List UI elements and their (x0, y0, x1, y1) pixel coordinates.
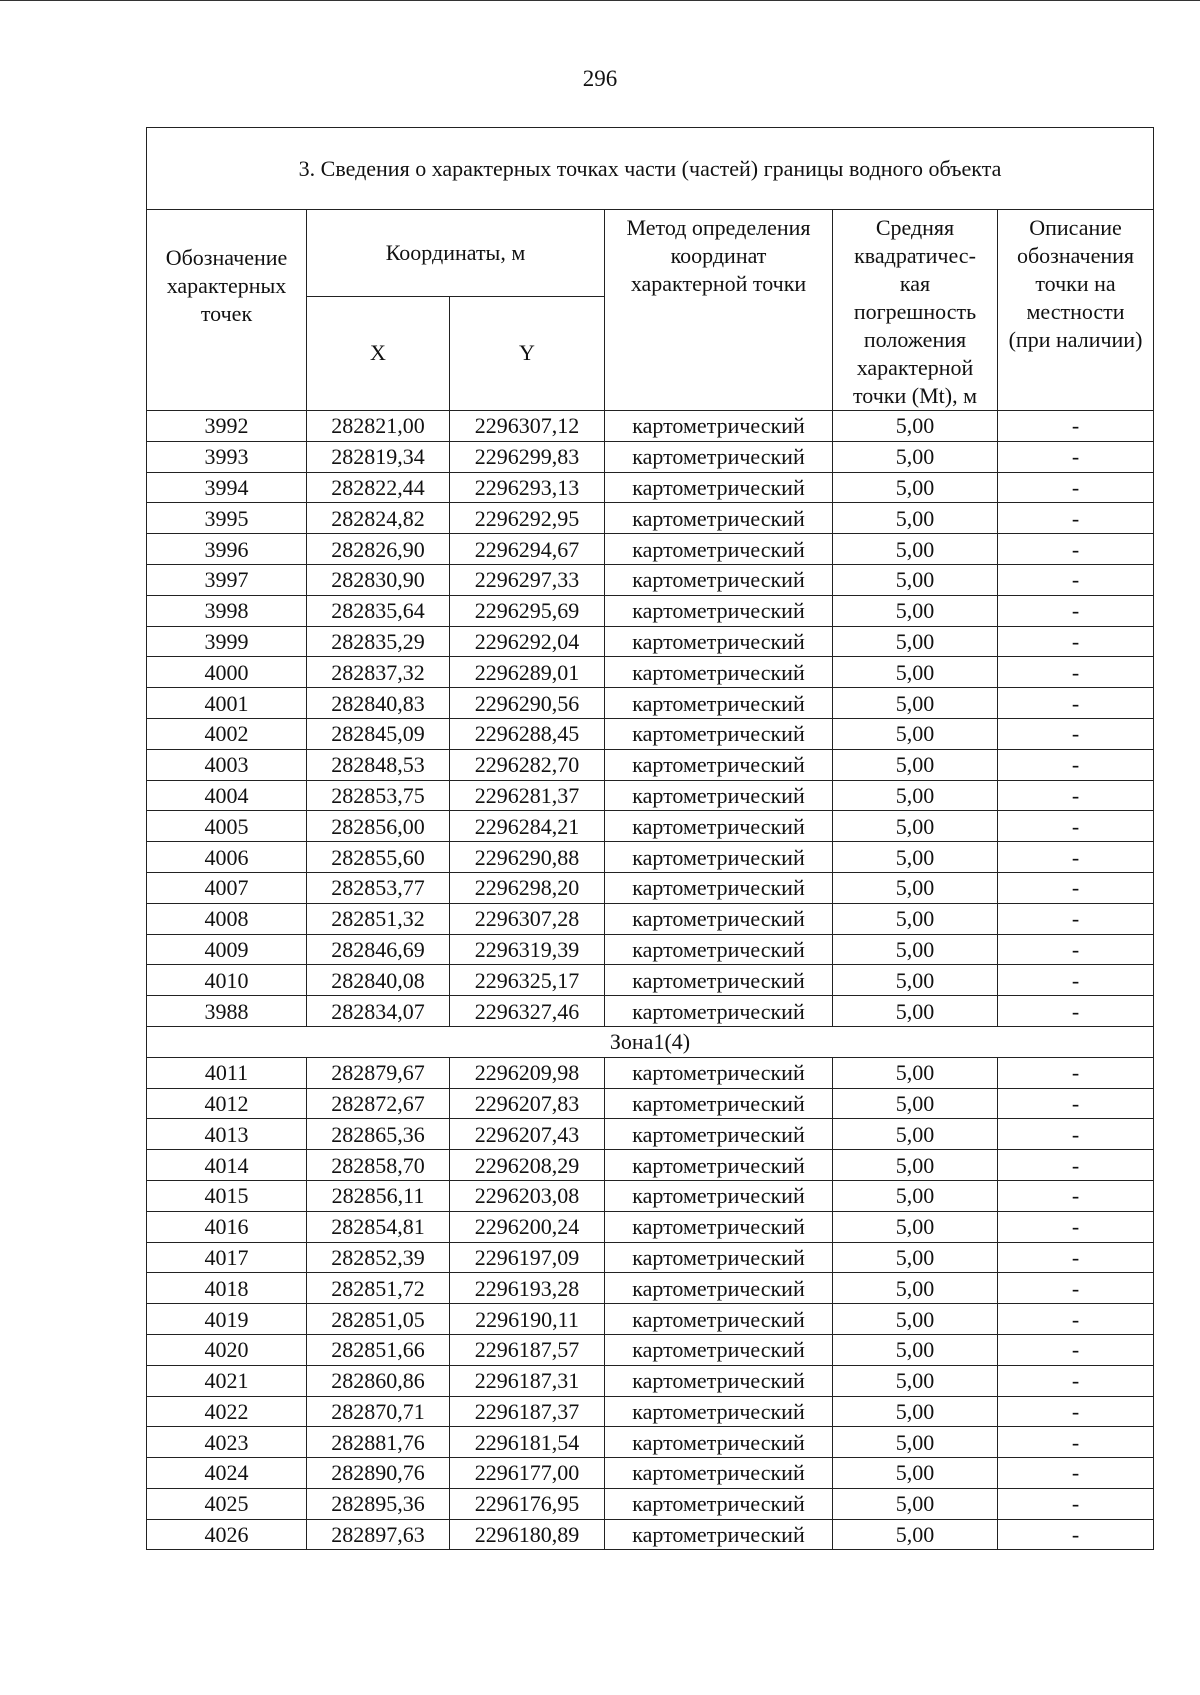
cell-error: 5,00 (833, 626, 998, 657)
cell-coord-y: 2296288,45 (450, 718, 605, 749)
table-row (147, 1365, 1154, 1396)
cell-error: 5,00 (833, 1242, 998, 1273)
cell-method: картометрический (605, 749, 833, 780)
cell-description: - (998, 1180, 1154, 1211)
cell-method: картометрический (605, 1334, 833, 1365)
cell-coord-x: 282848,53 (307, 749, 450, 780)
cell-error: 5,00 (833, 1304, 998, 1335)
cell-error: 5,00 (833, 534, 998, 565)
cell-description: - (998, 1304, 1154, 1335)
cell-point-id: 4019 (147, 1304, 307, 1335)
cell-method: картометрический (605, 595, 833, 626)
rows-section-b (147, 1057, 1154, 1550)
cell-point-id: 4000 (147, 657, 307, 688)
cell-method: картометрический (605, 472, 833, 503)
cell-error: 5,00 (833, 1150, 998, 1181)
cell-point-id: 4005 (147, 811, 307, 842)
cell-coord-x: 282881,76 (307, 1427, 450, 1458)
table-row (147, 934, 1154, 965)
cell-point-id: 3998 (147, 595, 307, 626)
table-row (147, 1150, 1154, 1181)
cell-error: 5,00 (833, 872, 998, 903)
table-row (147, 564, 1154, 595)
table-row (147, 595, 1154, 626)
table-row (147, 780, 1154, 811)
cell-point-id: 3993 (147, 441, 307, 472)
cell-description: - (998, 811, 1154, 842)
cell-error: 5,00 (833, 1519, 998, 1550)
cell-point-id: 3996 (147, 534, 307, 565)
page-top-edge (0, 0, 1200, 1)
cell-method: картометрический (605, 1427, 833, 1458)
cell-coord-x: 282852,39 (307, 1242, 450, 1273)
cell-description: - (998, 749, 1154, 780)
cell-coord-x: 282890,76 (307, 1458, 450, 1489)
cell-point-id: 4009 (147, 934, 307, 965)
cell-method: картометрический (605, 996, 833, 1027)
cell-coord-x: 282822,44 (307, 472, 450, 503)
cell-point-id: 4007 (147, 872, 307, 903)
cell-method: картометрический (605, 626, 833, 657)
cell-coord-x: 282835,64 (307, 595, 450, 626)
cell-coord-x: 282872,67 (307, 1088, 450, 1119)
cell-coord-y: 2296294,67 (450, 534, 605, 565)
cell-error: 5,00 (833, 1365, 998, 1396)
header-point: Обозначение характерных точек (147, 210, 307, 411)
cell-error: 5,00 (833, 595, 998, 626)
cell-method: картометрический (605, 934, 833, 965)
cell-coord-y: 2296200,24 (450, 1211, 605, 1242)
cell-coord-x: 282845,09 (307, 718, 450, 749)
cell-description: - (998, 1088, 1154, 1119)
cell-description: - (998, 1365, 1154, 1396)
cell-method: картометрический (605, 1119, 833, 1150)
cell-description: - (998, 1242, 1154, 1273)
cell-coord-x: 282855,60 (307, 842, 450, 873)
cell-description: - (998, 1458, 1154, 1489)
cell-method: картометрический (605, 903, 833, 934)
cell-description: - (998, 1150, 1154, 1181)
cell-coord-x: 282865,36 (307, 1119, 450, 1150)
table-row (147, 1211, 1154, 1242)
cell-description: - (998, 688, 1154, 719)
table-row (147, 811, 1154, 842)
table-row (147, 657, 1154, 688)
cell-description: - (998, 564, 1154, 595)
cell-error: 5,00 (833, 1273, 998, 1304)
cell-coord-y: 2296289,01 (450, 657, 605, 688)
cell-point-id: 3997 (147, 564, 307, 595)
cell-point-id: 4003 (147, 749, 307, 780)
cell-point-id: 4020 (147, 1334, 307, 1365)
cell-error: 5,00 (833, 934, 998, 965)
cell-coord-x: 282840,08 (307, 965, 450, 996)
cell-point-id: 4016 (147, 1211, 307, 1242)
cell-coord-x: 282860,86 (307, 1365, 450, 1396)
cell-point-id: 3994 (147, 472, 307, 503)
cell-method: картометрический (605, 1304, 833, 1335)
cell-coord-y: 2296297,33 (450, 564, 605, 595)
cell-point-id: 4012 (147, 1088, 307, 1119)
cell-method: картометрический (605, 503, 833, 534)
cell-method: картометрический (605, 657, 833, 688)
cell-error: 5,00 (833, 472, 998, 503)
cell-error: 5,00 (833, 1427, 998, 1458)
cell-method: картометрический (605, 1211, 833, 1242)
cell-description: - (998, 534, 1154, 565)
cell-description: - (998, 1519, 1154, 1550)
cell-coord-y: 2296193,28 (450, 1273, 605, 1304)
cell-method: картометрический (605, 965, 833, 996)
cell-coord-y: 2296298,20 (450, 872, 605, 903)
cell-error: 5,00 (833, 1334, 998, 1365)
table-row (147, 503, 1154, 534)
cell-coord-x: 282853,77 (307, 872, 450, 903)
cell-coord-y: 2296207,83 (450, 1088, 605, 1119)
cell-point-id: 4001 (147, 688, 307, 719)
cell-point-id: 4013 (147, 1119, 307, 1150)
cell-point-id: 4022 (147, 1396, 307, 1427)
cell-description: - (998, 872, 1154, 903)
table-row (147, 411, 1154, 442)
cell-point-id: 3992 (147, 411, 307, 442)
cell-method: картометрический (605, 842, 833, 873)
table-row (147, 996, 1154, 1027)
cell-coord-x: 282826,90 (307, 534, 450, 565)
cell-coord-y: 2296209,98 (450, 1057, 605, 1088)
cell-point-id: 4014 (147, 1150, 307, 1181)
cell-description: - (998, 718, 1154, 749)
cell-method: картометрический (605, 1150, 833, 1181)
header-method: Метод определения координат характерной точки (605, 210, 833, 411)
cell-coord-y: 2296325,17 (450, 965, 605, 996)
table-row (147, 1088, 1154, 1119)
cell-method: картометрический (605, 718, 833, 749)
cell-error: 5,00 (833, 411, 998, 442)
cell-description: - (998, 1396, 1154, 1427)
table-row (147, 441, 1154, 472)
cell-coord-y: 2296203,08 (450, 1180, 605, 1211)
cell-description: - (998, 1211, 1154, 1242)
table-row (147, 1334, 1154, 1365)
cell-description: - (998, 934, 1154, 965)
table-row (147, 472, 1154, 503)
cell-point-id: 3995 (147, 503, 307, 534)
cell-coord-x: 282851,66 (307, 1334, 450, 1365)
cell-coord-y: 2296282,70 (450, 749, 605, 780)
table-row (147, 688, 1154, 719)
cell-coord-x: 282870,71 (307, 1396, 450, 1427)
cell-error: 5,00 (833, 718, 998, 749)
cell-coord-y: 2296292,04 (450, 626, 605, 657)
table-row (147, 842, 1154, 873)
zone-label: Зона1(4) (147, 1026, 1154, 1057)
cell-coord-y: 2296180,89 (450, 1519, 605, 1550)
table-row (147, 1242, 1154, 1273)
cell-coord-x: 282879,67 (307, 1057, 450, 1088)
cell-coord-y: 2296190,11 (450, 1304, 605, 1335)
cell-method: картометрический (605, 1519, 833, 1550)
cell-coord-y: 2296327,46 (450, 996, 605, 1027)
table-title: 3. Сведения о характерных точках части (частей) границы водного объекта (147, 128, 1154, 210)
cell-error: 5,00 (833, 903, 998, 934)
cell-coord-y: 2296284,21 (450, 811, 605, 842)
cell-error: 5,00 (833, 1396, 998, 1427)
cell-coord-y: 2296207,43 (450, 1119, 605, 1150)
cell-coord-y: 2296295,69 (450, 595, 605, 626)
cell-point-id: 4015 (147, 1180, 307, 1211)
cell-point-id: 3999 (147, 626, 307, 657)
cell-error: 5,00 (833, 842, 998, 873)
cell-method: картометрический (605, 811, 833, 842)
cell-description: - (998, 780, 1154, 811)
table-row (147, 1057, 1154, 1088)
cell-coord-x: 282824,82 (307, 503, 450, 534)
page-number: 296 (582, 66, 618, 91)
table-row (147, 718, 1154, 749)
cell-description: - (998, 1334, 1154, 1365)
table-row (147, 1119, 1154, 1150)
cell-error: 5,00 (833, 564, 998, 595)
cell-coord-x: 282819,34 (307, 441, 450, 472)
cell-method: картометрический (605, 688, 833, 719)
cell-description: - (998, 1488, 1154, 1519)
cell-error: 5,00 (833, 1211, 998, 1242)
cell-point-id: 4025 (147, 1488, 307, 1519)
cell-coord-y: 2296187,37 (450, 1396, 605, 1427)
cell-description: - (998, 657, 1154, 688)
cell-coord-x: 282834,07 (307, 996, 450, 1027)
cell-error: 5,00 (833, 1458, 998, 1489)
header-y: Y (450, 296, 605, 410)
cell-coord-y: 2296299,83 (450, 441, 605, 472)
cell-coord-x: 282856,00 (307, 811, 450, 842)
cell-description: - (998, 996, 1154, 1027)
header-description: Описание обозначения точки на местности (при наличии) (998, 210, 1154, 411)
cell-coord-y: 2296292,95 (450, 503, 605, 534)
cell-coord-y: 2296197,09 (450, 1242, 605, 1273)
cell-point-id: 4008 (147, 903, 307, 934)
cell-coord-y: 2296187,57 (450, 1334, 605, 1365)
table-row (147, 903, 1154, 934)
cell-coord-y: 2296307,28 (450, 903, 605, 934)
cell-coord-x: 282851,05 (307, 1304, 450, 1335)
cell-method: картометрический (605, 1088, 833, 1119)
cell-description: - (998, 1119, 1154, 1150)
cell-coord-x: 282853,75 (307, 780, 450, 811)
cell-point-id: 4018 (147, 1273, 307, 1304)
cell-coord-y: 2296187,31 (450, 1365, 605, 1396)
cell-method: картометрический (605, 1180, 833, 1211)
table-row (147, 872, 1154, 903)
cell-description: - (998, 1273, 1154, 1304)
cell-point-id: 4021 (147, 1365, 307, 1396)
cell-error: 5,00 (833, 657, 998, 688)
cell-coord-x: 282854,81 (307, 1211, 450, 1242)
cell-error: 5,00 (833, 1488, 998, 1519)
cell-description: - (998, 903, 1154, 934)
cell-description: - (998, 503, 1154, 534)
cell-method: картометрический (605, 1365, 833, 1396)
cell-description: - (998, 626, 1154, 657)
cell-error: 5,00 (833, 1088, 998, 1119)
cell-coord-y: 2296177,00 (450, 1458, 605, 1489)
table-row (147, 1427, 1154, 1458)
header-coordinates: Координаты, м (307, 210, 605, 297)
cell-error: 5,00 (833, 441, 998, 472)
cell-method: картометрический (605, 534, 833, 565)
cell-method: картометрический (605, 872, 833, 903)
cell-coord-y: 2296293,13 (450, 472, 605, 503)
table-row (147, 1396, 1154, 1427)
cell-error: 5,00 (833, 996, 998, 1027)
cell-coord-x: 282851,32 (307, 903, 450, 934)
cell-coord-y: 2296176,95 (450, 1488, 605, 1519)
table-row (147, 534, 1154, 565)
cell-coord-y: 2296319,39 (450, 934, 605, 965)
cell-method: картометрический (605, 441, 833, 472)
cell-point-id: 4002 (147, 718, 307, 749)
cell-point-id: 4024 (147, 1458, 307, 1489)
cell-coord-x: 282821,00 (307, 411, 450, 442)
cell-coord-x: 282851,72 (307, 1273, 450, 1304)
table-row (147, 1519, 1154, 1550)
cell-method: картометрический (605, 780, 833, 811)
cell-coord-x: 282846,69 (307, 934, 450, 965)
cell-point-id: 4004 (147, 780, 307, 811)
cell-method: картометрический (605, 1396, 833, 1427)
table-row (147, 1488, 1154, 1519)
table-row (147, 749, 1154, 780)
cell-coord-y: 2296208,29 (450, 1150, 605, 1181)
cell-coord-x: 282856,11 (307, 1180, 450, 1211)
cell-description: - (998, 1057, 1154, 1088)
cell-coord-x: 282835,29 (307, 626, 450, 657)
cell-point-id: 3988 (147, 996, 307, 1027)
cell-description: - (998, 842, 1154, 873)
cell-coord-x: 282858,70 (307, 1150, 450, 1181)
cell-coord-x: 282830,90 (307, 564, 450, 595)
cell-coord-x: 282837,32 (307, 657, 450, 688)
cell-error: 5,00 (833, 1119, 998, 1150)
table-row (147, 1458, 1154, 1489)
cell-method: картометрический (605, 564, 833, 595)
cell-error: 5,00 (833, 1057, 998, 1088)
cell-method: картометрический (605, 411, 833, 442)
cell-method: картометрический (605, 1242, 833, 1273)
cell-method: картометрический (605, 1488, 833, 1519)
cell-error: 5,00 (833, 965, 998, 996)
cell-coord-x: 282895,36 (307, 1488, 450, 1519)
cell-error: 5,00 (833, 503, 998, 534)
header-x: X (307, 296, 450, 410)
cell-method: картометрический (605, 1458, 833, 1489)
header-error: Средняя квадратичес-кая погрешность положения характерной точки (Mt), м (833, 210, 998, 411)
cell-description: - (998, 595, 1154, 626)
cell-error: 5,00 (833, 811, 998, 842)
table-row (147, 965, 1154, 996)
cell-error: 5,00 (833, 688, 998, 719)
cell-coord-y: 2296181,54 (450, 1427, 605, 1458)
cell-description: - (998, 965, 1154, 996)
cell-description: - (998, 411, 1154, 442)
cell-coord-y: 2296290,56 (450, 688, 605, 719)
cell-method: картометрический (605, 1057, 833, 1088)
cell-description: - (998, 472, 1154, 503)
cell-point-id: 4023 (147, 1427, 307, 1458)
cell-coord-y: 2296281,37 (450, 780, 605, 811)
table-row (147, 1304, 1154, 1335)
cell-error: 5,00 (833, 1180, 998, 1211)
table-row (147, 1180, 1154, 1211)
cell-point-id: 4006 (147, 842, 307, 873)
cell-error: 5,00 (833, 749, 998, 780)
cell-point-id: 4017 (147, 1242, 307, 1273)
cell-description: - (998, 1427, 1154, 1458)
table-row (147, 1273, 1154, 1304)
cell-point-id: 4010 (147, 965, 307, 996)
cell-coord-y: 2296307,12 (450, 411, 605, 442)
cell-description: - (998, 441, 1154, 472)
cell-coord-x: 282840,83 (307, 688, 450, 719)
cell-coord-x: 282897,63 (307, 1519, 450, 1550)
cell-point-id: 4011 (147, 1057, 307, 1088)
cell-error: 5,00 (833, 780, 998, 811)
cell-point-id: 4026 (147, 1519, 307, 1550)
cell-coord-y: 2296290,88 (450, 842, 605, 873)
cell-method: картометрический (605, 1273, 833, 1304)
rows-section-a (147, 411, 1154, 1027)
boundary-points-table (146, 127, 1154, 1550)
table-row (147, 626, 1154, 657)
